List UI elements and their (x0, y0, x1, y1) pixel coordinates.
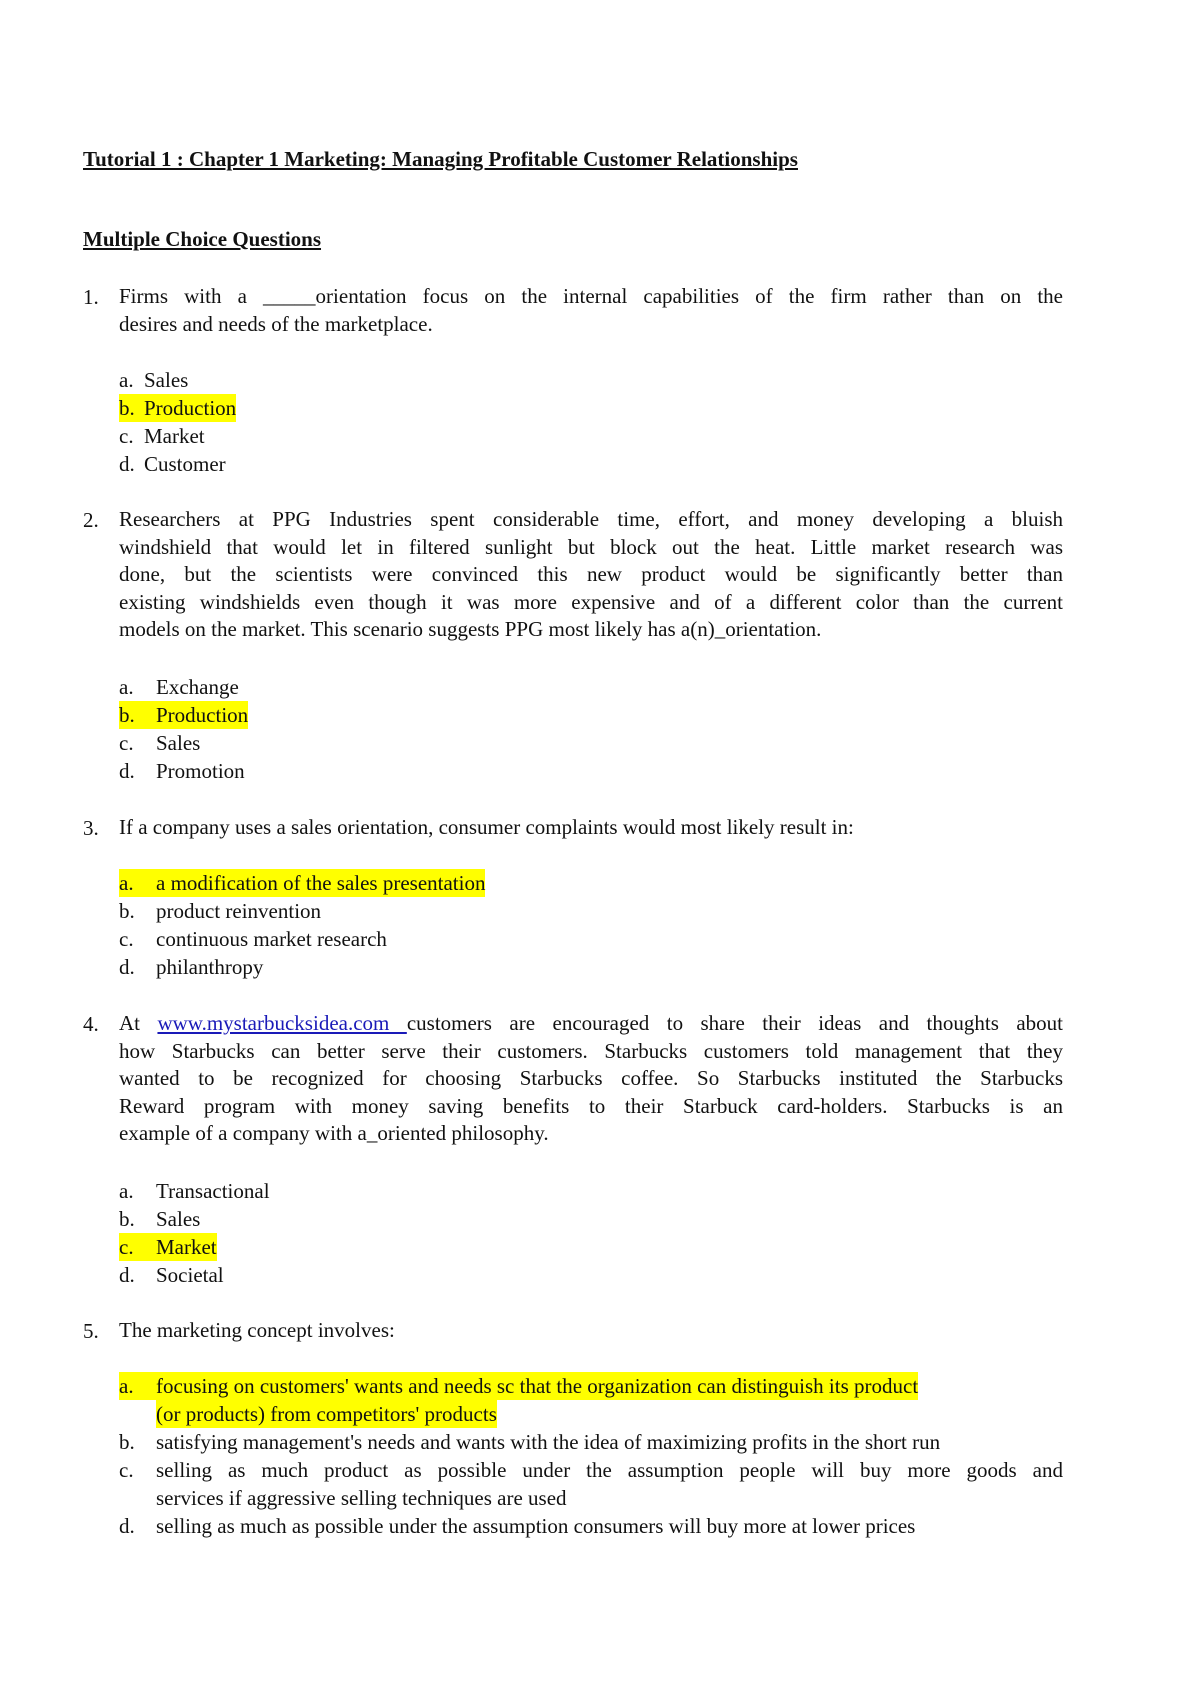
question-stem-line: Firms with a _____orientation focus on the internal capabilities of the firm rather than on the (119, 284, 1063, 308)
question-stem-line: existing windshields even though it was more expensive and of a different color than the current (119, 589, 1063, 614)
option-letter: c. (119, 1458, 134, 1482)
question-stem-line: done, but the scientists were convinced this new product would be significantly better than (119, 562, 1063, 586)
option-letter: d. (119, 955, 135, 979)
answer-option-correct (119, 394, 236, 422)
option-letter: d. (119, 759, 135, 783)
option-text: continuous market research (156, 927, 387, 951)
option-text: selling as much as possible under the assumption consumers will buy more at lower prices (156, 1514, 916, 1538)
question-number: 3. (83, 816, 99, 840)
option-letter: a. (119, 368, 134, 392)
question-stem-line: The marketing concept involves: (119, 1318, 395, 1342)
answer-option (119, 422, 205, 450)
question-stem-line: windshield that would let in filtered sunlight but block out the heat. Little market research was (119, 534, 1063, 559)
question-stem-line: example of a company with a_oriented philosophy. (119, 1121, 549, 1145)
option-text: Production (144, 396, 237, 420)
option-text: selling as much product as possible under the assumption people will buy more goods and (156, 1458, 1063, 1482)
option-text: focusing on customers' wants and needs sc that the organization can distinguish its product (156, 1374, 919, 1398)
answer-option (119, 953, 263, 981)
option-text: Customer (144, 452, 226, 476)
option-letter: b. (119, 703, 135, 727)
question-stem-line (119, 1010, 1063, 1038)
option-letter: a. (119, 871, 134, 895)
question-number: 1. (83, 285, 99, 309)
answer-option-correct (119, 1233, 217, 1261)
answer-option (119, 729, 200, 757)
option-letter: d. (119, 1263, 135, 1287)
question-number: 2. (83, 508, 99, 532)
option-text: Market (156, 1235, 217, 1259)
answer-option (119, 897, 321, 925)
option-letter: a. (119, 1374, 134, 1398)
option-letter: a. (119, 1179, 134, 1203)
question-stem-line: wanted to be recognized for choosing Starbucks coffee. So Starbucks instituted the Starbucks (119, 1066, 1063, 1090)
question-stem-line: how Starbucks can better serve their customers. Starbucks customers told management that they (119, 1038, 1063, 1063)
option-text: Sales (156, 731, 201, 755)
section-heading: Multiple Choice Questions (83, 227, 322, 251)
option-text: Transactional (156, 1179, 270, 1203)
option-text: Exchange (156, 675, 239, 699)
answer-option-correct (119, 869, 485, 897)
answer-option-correct (119, 1372, 918, 1400)
option-letter: d. (119, 452, 135, 476)
option-letter: c. (119, 1235, 134, 1259)
question-stem (119, 1317, 1063, 1345)
option-letter: c. (119, 424, 134, 448)
answer-option-correct (119, 701, 248, 729)
option-text: Societal (156, 1263, 224, 1287)
question-stem-line: Researchers at PPG Industries spent considerable time, effort, and money developing a bluish (119, 507, 1063, 531)
option-letter: b. (119, 899, 135, 923)
question-stem (119, 283, 1063, 338)
question-stem (119, 506, 1063, 644)
option-letter: c. (119, 731, 134, 755)
option-text: Sales (144, 368, 189, 392)
answer-option (119, 1428, 940, 1456)
question-stem-line: desires and needs of the marketplace. (119, 311, 433, 336)
answer-option (119, 673, 239, 701)
answer-option (119, 1205, 200, 1233)
option-text: Promotion (156, 759, 245, 783)
question-number: 5. (83, 1319, 99, 1343)
option-text: satisfying management's needs and wants with the idea of maximizing profits in the short run (156, 1430, 941, 1454)
question-number: 4. (83, 1012, 99, 1036)
starbucks-idea-link[interactable]: www.mystarbucksidea.com (157, 1011, 407, 1035)
question-stem-line: models on the market. This scenario suggests PPG most likely has a(n)_orientation. (119, 617, 822, 641)
option-letter: c. (119, 927, 134, 951)
option-letter: b. (119, 396, 135, 420)
question-stem-line: If a company uses a sales orientation, consumer complaints would most likely result in: (119, 815, 854, 839)
answer-option (119, 1512, 915, 1540)
option-text: Sales (156, 1207, 201, 1231)
answer-option (119, 1177, 270, 1205)
option-text: philanthropy (156, 955, 264, 979)
option-text: Production (156, 703, 249, 727)
answer-option (119, 366, 188, 394)
question-stem (119, 814, 1063, 842)
option-letter: b. (119, 1430, 135, 1454)
option-continuation: (or products) from competitors' products (156, 1402, 497, 1426)
answer-option (119, 1456, 1063, 1484)
option-letter: b. (119, 1207, 135, 1231)
question-stem-suffix: customers are encouraged to share their ideas and thoughts about (406, 1011, 1064, 1035)
option-text: product reinvention (156, 899, 322, 923)
option-letter: a. (119, 675, 134, 699)
document-title: Tutorial 1 : Chapter 1 Marketing: Managing Profitable Customer Relationships (83, 147, 798, 171)
answer-option (119, 1261, 224, 1289)
option-letter: d. (119, 1514, 135, 1538)
option-continuation: services if aggressive selling techniques are used (156, 1486, 567, 1510)
answer-option (119, 450, 226, 478)
answer-option (119, 757, 245, 785)
option-text: Market (144, 424, 205, 448)
option-text: a modification of the sales presentation (156, 871, 486, 895)
question-stem-line: Reward program with money saving benefits to their Starbuck card-holders. Starbucks is an (119, 1093, 1063, 1118)
question-stem-prefix: At (119, 1011, 158, 1035)
question-stem (119, 1010, 1063, 1148)
answer-option (119, 925, 387, 953)
